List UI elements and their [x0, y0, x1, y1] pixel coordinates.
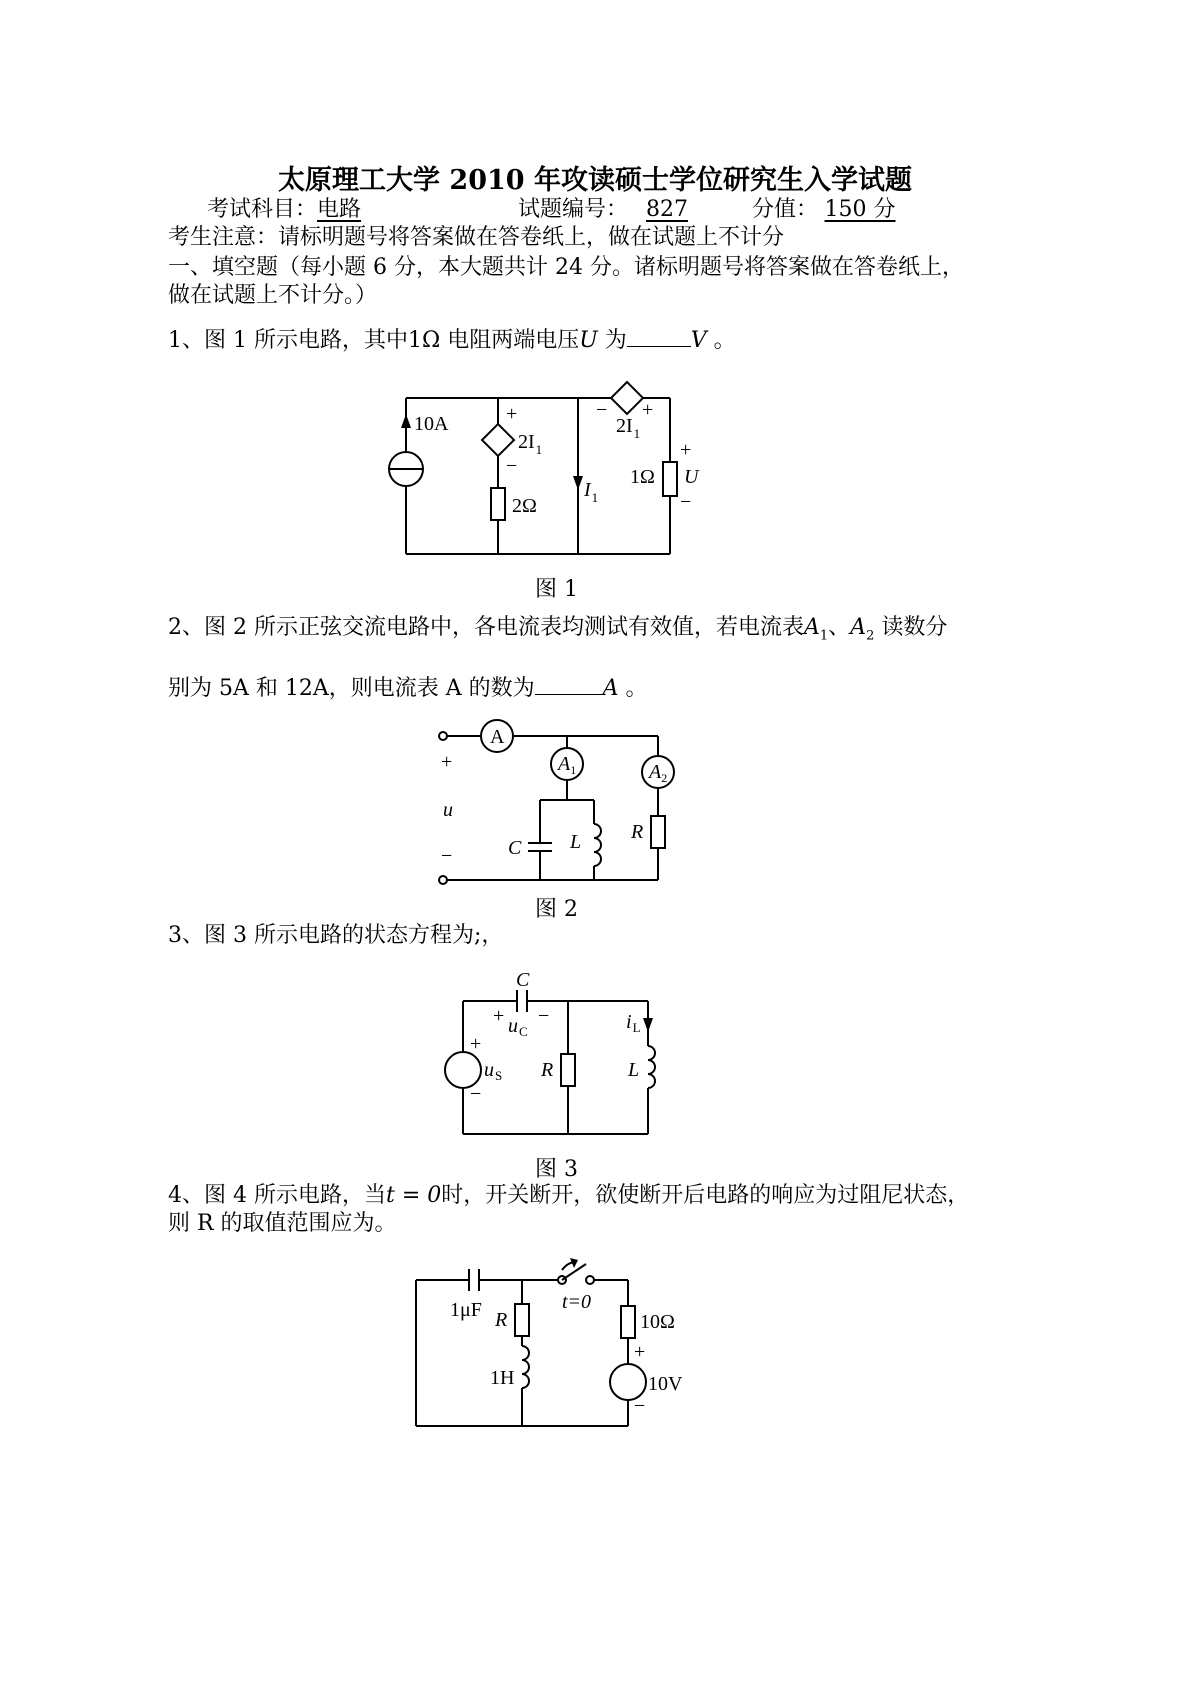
figure1-plus-2: + — [642, 399, 654, 421]
figure1-label-10a: 10A — [414, 413, 449, 435]
page-title: 太原理工大学 2010 年攻读硕士学位研究生入学试题 — [278, 165, 912, 196]
q2-line1: 2、图 2 所示正弦交流电路中，各电流表均测试有效值，若电流表 — [168, 615, 804, 640]
figure1-resistor-2ohm — [491, 488, 505, 520]
figure3-label-c: C — [516, 969, 530, 991]
figure1-source-arrow — [401, 414, 411, 428]
code-value: 827 — [646, 197, 689, 222]
q1-prefix: 1、图 1 所示电路，其中1Ω 电阻两端电压 — [168, 328, 580, 353]
figure3-current-arrow — [643, 1018, 653, 1032]
figure4-label-10ohm: 10Ω — [640, 1311, 675, 1333]
figure4-label-switch: t=0 — [562, 1291, 592, 1313]
figure4-plus: + — [634, 1341, 646, 1363]
question-2-line2 — [168, 674, 648, 703]
section1-line1: 一、填空题（每小题 6 分，本大题共计 24 分。诸标明题号将答案做在答卷纸上， — [168, 255, 964, 280]
subject-label: 考试科目： — [207, 197, 318, 222]
figure2-plus: + — [441, 751, 453, 773]
q2-a1: A — [803, 615, 820, 640]
q1-end: 。 — [706, 328, 736, 353]
figure2-terminal-bottom — [439, 876, 447, 884]
figure2-terminal-top — [439, 732, 447, 740]
question-3: 3、图 3 所示电路的状态方程为;， — [168, 923, 504, 948]
figure1-minus-3: − — [680, 491, 692, 513]
score-label: 分值： — [752, 197, 819, 222]
figure3-inductor — [648, 1046, 655, 1088]
notice: 考生注意：请标明题号将答案做在答卷纸上，做在试题上不计分 — [168, 225, 785, 250]
figure1-label-2ohm: 2Ω — [512, 495, 537, 517]
section1-line2: 做在试题上不计分。） — [168, 283, 378, 308]
figure2-label-r: R — [631, 821, 644, 843]
figure1-dependent-voltage-source-1 — [482, 424, 514, 456]
figure1-label-dep2: $2I_1$ — [616, 415, 641, 441]
q2-sep: 、 — [828, 615, 851, 640]
figure1-label-i1: $I_1$ — [584, 479, 599, 505]
figure2-label-a1: $A_1$ — [558, 753, 577, 777]
question-4-line1 — [168, 1182, 969, 1210]
q1-unit: V — [690, 328, 707, 353]
q1-var: U — [579, 328, 598, 353]
figure1-label-u: U — [684, 466, 699, 488]
figure1-caption: 图 1 — [535, 577, 578, 602]
figure3-resistor — [561, 1054, 575, 1086]
q2-answer-blank — [535, 674, 603, 695]
figure3-label-uc: $u_C$ — [508, 1015, 528, 1039]
figure2-label-l: L — [570, 831, 582, 853]
q2-unit: A — [602, 676, 619, 701]
figure4-label-cap: 1μF — [450, 1299, 482, 1321]
figure1-label-1ohm: 1Ω — [630, 466, 655, 488]
figure3-label-l: L — [628, 1059, 640, 1081]
figure2-label-a: A — [490, 726, 505, 748]
figure4-inductor — [522, 1346, 529, 1388]
figure2-label-c: C — [508, 837, 522, 859]
figure3-label-il: $i_L$ — [626, 1011, 641, 1035]
figure3-minus-s: − — [470, 1083, 482, 1105]
q2-a2: A — [850, 615, 867, 640]
q4-line1-end: 时，开关断开，欲使断开后电路的响应为过阻尼状态， — [441, 1183, 970, 1208]
q4-prefix: 4、图 4 所示电路，当 — [168, 1183, 386, 1208]
code-label: 试题编号： — [518, 197, 629, 222]
figure4-label-ind: 1H — [490, 1367, 515, 1389]
q1-mid: 为 — [597, 328, 627, 353]
figure4-label-r: R — [495, 1309, 508, 1331]
score-value: 150 分 — [824, 197, 896, 222]
question-4-line2: 则 R 的取值范围应为。 — [168, 1211, 397, 1236]
figure4-resistor-10ohm — [621, 1306, 635, 1338]
figure3-label-us: $u_S$ — [484, 1059, 503, 1083]
figure1-minus-1: − — [506, 455, 518, 477]
figure4-minus: − — [634, 1395, 646, 1417]
figure1-resistor-1ohm — [663, 462, 677, 496]
figure3-minus-c: − — [538, 1005, 550, 1027]
figure2-caption: 图 2 — [535, 897, 578, 922]
figure4-resistor-r — [515, 1304, 529, 1336]
subject-value: 电路 — [317, 197, 362, 222]
q2-line1-end: 读数分 — [874, 615, 948, 640]
figure1-dependent-voltage-source-2 — [611, 382, 643, 414]
figure1-current-arrow — [573, 476, 583, 490]
figure1-plus-1: + — [506, 403, 518, 425]
q2-a2-sub: 2 — [866, 628, 875, 644]
figure3-caption: 图 3 — [535, 1157, 578, 1182]
figure4-label-10v: 10V — [648, 1373, 683, 1395]
figure2-label-u: u — [443, 799, 453, 821]
figure1-label-dep1: $2I_1$ — [518, 431, 543, 457]
figure3-plus-s: + — [470, 1033, 482, 1055]
figure2-inductor — [594, 824, 601, 866]
question-2-line1 — [168, 614, 947, 650]
q4-cond: t = 0 — [385, 1183, 442, 1208]
figure2-label-a2: $A_2$ — [649, 761, 668, 785]
q2-end: 。 — [618, 676, 648, 701]
q2-line2: 别为 5A 和 12A，则电流表 A 的数为 — [168, 676, 535, 701]
q2-a1-sub: 1 — [819, 628, 829, 644]
figure1-minus-2: − — [596, 399, 608, 421]
figure3-label-r: R — [541, 1059, 554, 1081]
figure3-plus-c: + — [493, 1005, 505, 1027]
figure1-plus-3: + — [680, 439, 692, 461]
figure4-switch-contact-right — [586, 1276, 594, 1284]
figure-4-circuit — [416, 1280, 628, 1426]
figure2-resistor — [651, 816, 665, 848]
figure2-minus: − — [441, 845, 453, 867]
